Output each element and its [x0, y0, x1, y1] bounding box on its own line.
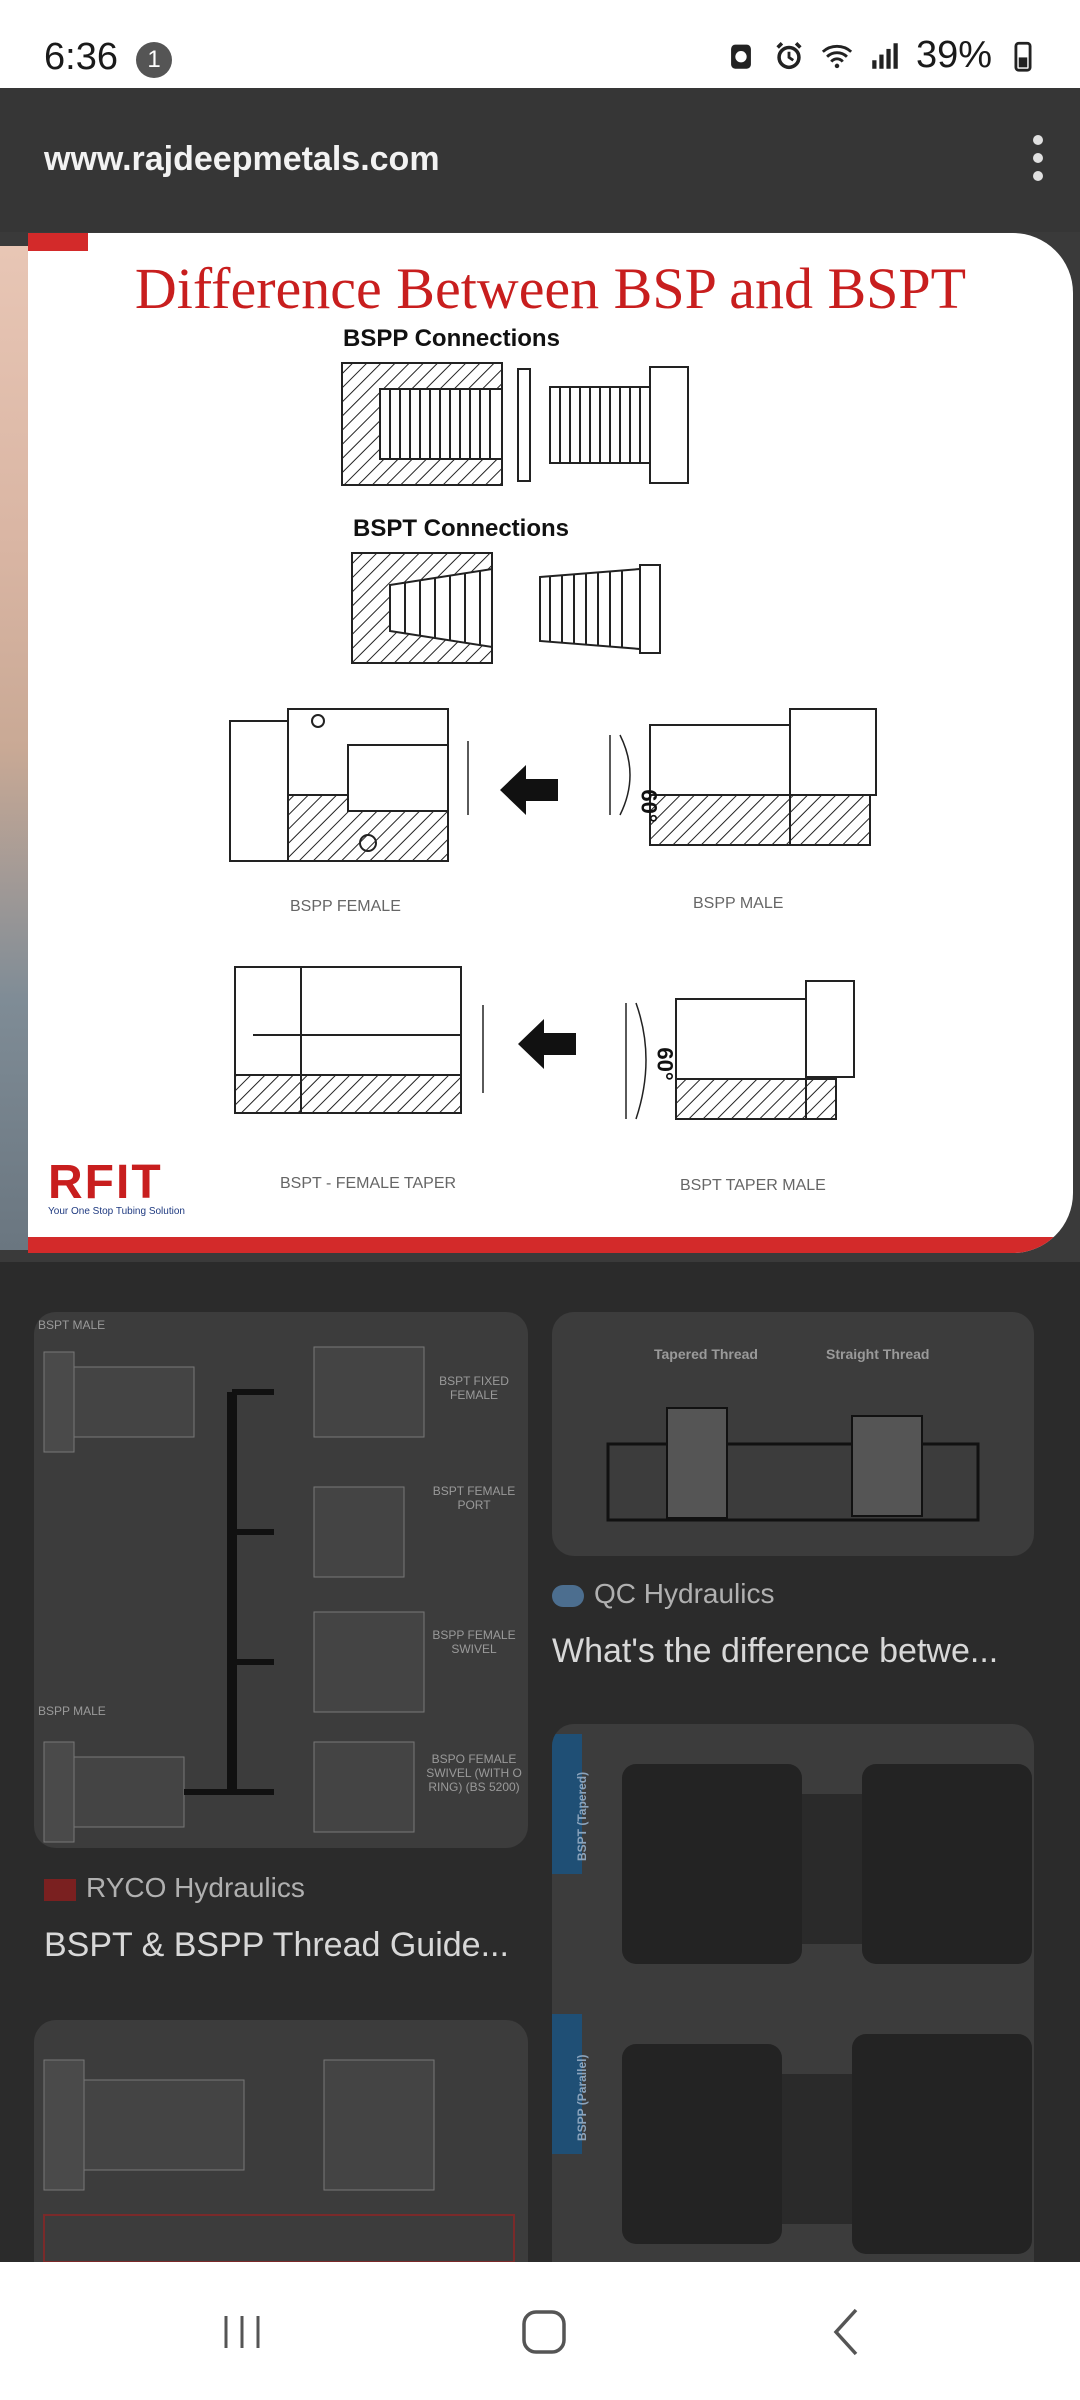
result-image-thread-table[interactable]	[34, 2020, 528, 2262]
qc-label-straight: Straight Thread	[826, 1346, 930, 1362]
bspp-male-caption: BSPP MALE	[693, 895, 784, 912]
bspp-connection-drawing	[340, 361, 700, 491]
result-image-qc[interactable]	[552, 1312, 1034, 1556]
back-icon[interactable]	[818, 2302, 878, 2362]
result-image-fittings[interactable]	[552, 1724, 1034, 2262]
bspt-heading: BSPT Connections	[353, 515, 570, 542]
bspt-female-drawing	[233, 965, 533, 1115]
fittings-label-bottom: BSPP (Parallel)	[575, 2054, 589, 2141]
battery-saver-icon	[724, 39, 758, 73]
bspt-female-caption: BSPT - FEMALE TAPER	[280, 1175, 457, 1192]
angle-label-bottom: 60°	[652, 1047, 678, 1081]
bspp-male-drawing	[600, 705, 880, 865]
signal-icon	[868, 39, 902, 73]
ryco-label-female-swivel-oring: BSPO FEMALE SWIVEL (WITH O RING) (BS 5200)	[426, 1752, 522, 1794]
bspp-female-caption: BSPP FEMALE	[290, 898, 401, 915]
qc-favicon-icon	[552, 1585, 584, 1607]
angle-label-top: 60°	[636, 789, 662, 823]
result-source-qc[interactable]: QC Hydraulics	[552, 1578, 774, 1610]
battery-percent: 39%	[915, 34, 992, 76]
battery-icon	[1006, 39, 1040, 73]
ryco-label-female-swivel: BSPP FEMALE SWIVEL	[432, 1628, 516, 1656]
main-image-preview[interactable]	[28, 233, 1073, 1253]
ryco-label-bspt-male: BSPT MALE	[38, 1318, 106, 1332]
image-viewer-topbar	[0, 88, 1080, 232]
rfit-logo: RFIT Your One Stop Tubing Solution	[48, 1156, 185, 1217]
notification-badge: 1	[136, 42, 172, 78]
qc-label-tapered: Tapered Thread	[654, 1346, 758, 1362]
result-image-ryco[interactable]	[34, 1312, 528, 1848]
image-title: Difference Between BSP and BSPT	[134, 256, 967, 321]
more-options-icon[interactable]	[1016, 128, 1060, 188]
home-icon[interactable]	[514, 2302, 574, 2362]
fittings-label-top: BSPT (Tapered)	[575, 1771, 589, 1861]
fittings-photo	[552, 1724, 1034, 2262]
bspt-connection-drawing	[350, 551, 670, 667]
previous-image-peek[interactable]	[0, 246, 28, 1250]
qc-thread-diagram	[552, 1312, 1034, 1556]
recent-apps-icon[interactable]	[212, 2302, 272, 2362]
result-title-qc[interactable]: What's the difference betwe...	[552, 1632, 999, 1670]
arrow-left-icon-2	[518, 1019, 576, 1069]
status-bar	[0, 0, 1080, 88]
bspp-heading: BSPP Connections	[343, 325, 560, 352]
ryco-label-bspp-male: BSPP MALE	[38, 1704, 106, 1718]
alarm-icon	[772, 39, 806, 73]
bspp-female-drawing	[228, 705, 528, 865]
wifi-icon	[820, 39, 854, 73]
thread-table-diagram	[34, 2020, 528, 2262]
status-icons	[724, 34, 1040, 77]
ryco-label-female-port: BSPT FEMALE PORT	[432, 1484, 516, 1512]
result-title-ryco[interactable]: BSPT & BSPP Thread Guide...	[44, 1926, 509, 1964]
red-accent-bottom	[28, 1237, 1073, 1253]
bspt-male-caption: BSPT TAPER MALE	[680, 1177, 826, 1194]
result-source-ryco[interactable]: RYCO Hydraulics	[44, 1872, 305, 1904]
arrow-left-icon	[500, 765, 558, 815]
ryco-favicon-icon	[44, 1879, 76, 1901]
source-url[interactable]: www.rajdeepmetals.com	[44, 140, 440, 178]
red-accent-top	[28, 233, 88, 251]
status-time: 6:36	[44, 36, 118, 78]
system-navigation-bar	[0, 2262, 1080, 2400]
ryco-label-fixed-female: BSPT FIXED FEMALE	[439, 1374, 509, 1402]
